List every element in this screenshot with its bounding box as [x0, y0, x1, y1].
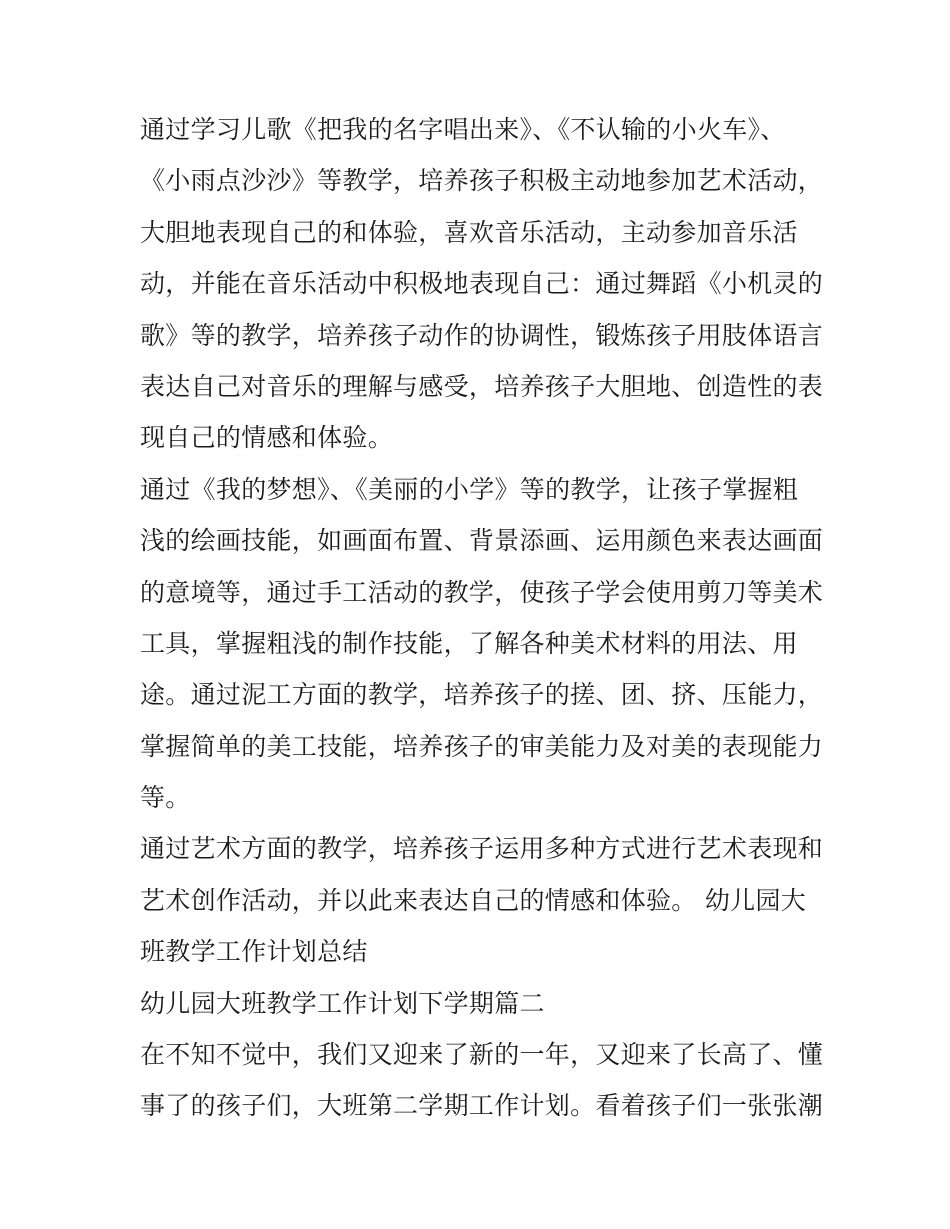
text-line: 大胆地表现自己的和体验，喜欢音乐活动，主动参加音乐活 [140, 217, 798, 247]
text-line: 通过艺术方面的教学，培养孩子运用多种方式进行艺术表现和 [140, 834, 824, 864]
text-line: 通过学习儿歌《把我的名字唱出来》、《不认输的小火车》、 [140, 115, 786, 144]
text-line: 现自己的情感和体验。 [140, 423, 394, 453]
text-line: 班教学工作计划总结 [140, 937, 368, 967]
text-line: 等。 [140, 783, 191, 813]
document-body [140, 104, 830, 1132]
text-line: 通过《我的梦想》、《美丽的小学》等的教学，让孩子掌握粗 [140, 474, 799, 504]
section-heading: 幼儿园大班教学工作计划下学期篇二 [140, 988, 545, 1018]
text-line: 浅的绘画技能，如画面布置、背景添画、运用颜色来表达画面 [140, 526, 824, 556]
text-line: 表达自己对音乐的理解与感受，培养孩子大胆地、创造性的表 [140, 371, 824, 401]
text-line: 掌握简单的美工技能，培养孩子的审美能力及对美的表现能力 [140, 731, 824, 761]
text-line: 《小雨点沙沙》等教学，培养孩子积极主动地参加艺术活动， [140, 166, 824, 196]
text-line: 事了的孩子们，大班第二学期工作计划。看着孩子们一张张潮 [140, 1091, 824, 1121]
text-line: 动，并能在音乐活动中积极地表现自己：通过舞蹈《小机灵的 [140, 269, 824, 299]
text-line: 艺术创作活动，并以此来表达自己的情感和体验。 幼儿园大 [140, 885, 807, 915]
text-line: 途。通过泥工方面的教学，培养孩子的搓、团、挤、压能力， [140, 680, 824, 710]
text-line: 歌》等的教学，培养孩子动作的协调性，锻炼孩子用肢体语言 [140, 320, 824, 350]
text-line: 工具，掌握粗浅的制作技能，了解各种美术材料的用法、用 [140, 628, 798, 658]
text-line: 的意境等，通过手工活动的教学，使孩子学会使用剪刀等美术 [140, 577, 824, 607]
text-line: 在不知不觉中，我们又迎来了新的一年，又迎来了长高了、懂 [140, 1040, 824, 1070]
